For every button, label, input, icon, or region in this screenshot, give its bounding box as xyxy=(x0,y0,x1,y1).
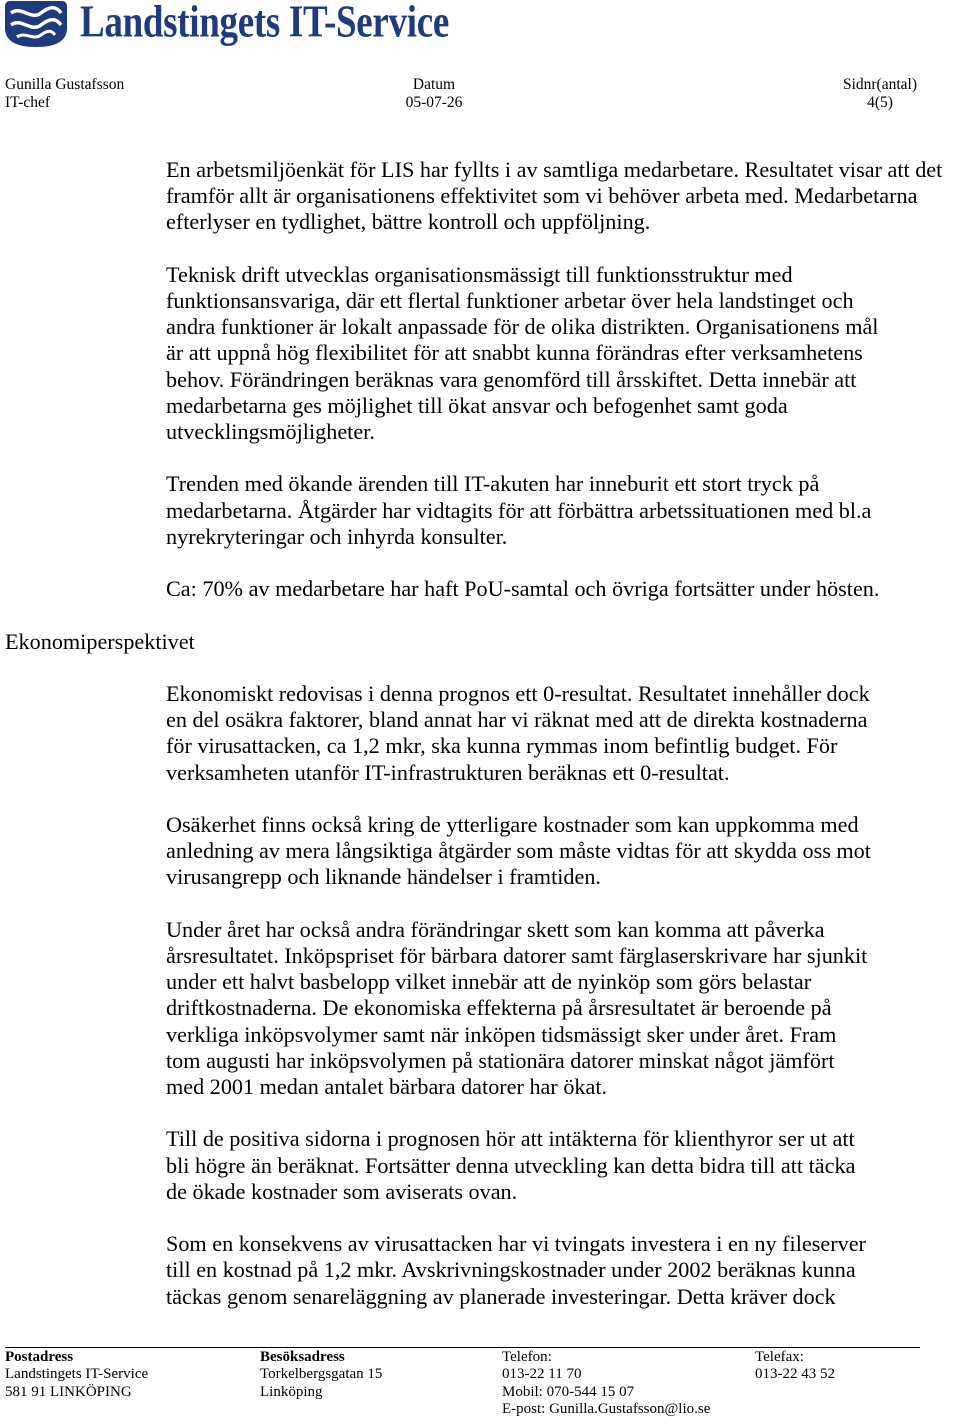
paragraph-line: En arbetsmiljöenkät för LIS har fyllts i av samtliga medarbetare. Resultatet visar att det xyxy=(166,157,943,182)
paragraph-line: under ett halvt basbelopp vilket innebär att de nyinköp som görs belastar xyxy=(166,969,812,995)
paragraph-line: verkliga inköpsvolymer samt när inköpen tidsmässigt sker under året. Fram xyxy=(166,1021,837,1047)
paragraph-line: utvecklingsmöjligheter. xyxy=(166,419,375,445)
paragraph-line: medarbetarna ges möjlighet till ökat ansvar och befogenhet samt goda xyxy=(166,392,788,418)
paragraph-line: Som en konsekvens av virusattacken har vi tvingats investera i en ny fileserver xyxy=(166,1231,866,1257)
paragraph-line: bli högre än beräknat. Fortsätter denna utveckling kan detta bidra till att täcka xyxy=(166,1152,856,1178)
fax-number: 013-22 43 52 xyxy=(755,1366,835,1383)
paragraph-line: anledning av mera långsiktiga åtgärder som måste vidtas för att skydda oss mot xyxy=(166,838,871,864)
paragraph-line: Ca: 70% av medarbetare har haft PoU-samtal och övriga fortsätter under hösten. xyxy=(166,576,880,602)
section-paragraphs xyxy=(166,681,942,1310)
logo-wordmark: Landstingets IT-Service xyxy=(80,0,449,48)
date-value: 05-07-26 xyxy=(405,94,463,111)
paragraph-line: en del osäkra faktorer, bland annat har vi räknat med att de direkta kostnaderna xyxy=(166,707,868,733)
paragraph-line: efterlyser en tydlighet, bättre kontroll och uppföljning. xyxy=(166,209,651,235)
paragraph xyxy=(166,471,942,550)
paragraph xyxy=(166,1231,942,1310)
paragraph-line: behov. Förändringen beräknas vara genomförd till årsskiftet. Detta innebär att xyxy=(166,366,857,392)
footer-phone xyxy=(502,1349,710,1418)
paragraph-line: med 2001 medan antalet bärbara datorer har ökat. xyxy=(166,1074,608,1099)
author-title: IT-chef xyxy=(5,94,51,111)
paragraph-line: för virusattacken, ca 1,2 mkr, ska kunna rymmas inom befintlig budget. För xyxy=(166,733,838,759)
paragraph-line: Under året har också andra förändringar skett som kan komma att påverka xyxy=(166,916,825,942)
header-author xyxy=(5,76,124,112)
phone-number: 013-22 11 70 xyxy=(502,1366,582,1383)
page-number-label: Sidnr(antal) xyxy=(842,76,918,93)
postal-organization: Landstingets IT-Service xyxy=(5,1366,149,1383)
visiting-city: Linköping xyxy=(260,1383,323,1400)
paragraph-line: de ökade kostnader som aviserats ovan. xyxy=(166,1178,518,1204)
paragraph-line: Teknisk drift utvecklas organisationsmässigt till funktionsstruktur med xyxy=(166,261,793,287)
paragraph xyxy=(166,157,942,236)
paragraph-line: täckas genom senareläggning av planerade investeringar. Detta kräver dock xyxy=(166,1283,836,1309)
paragraph xyxy=(166,576,942,602)
section-heading: Ekonomiperspektivet xyxy=(5,628,195,654)
paragraph-line: tom augusti har inköpsvolymen på stationära datorer minskat något jämfört xyxy=(166,1047,835,1073)
paragraph-line: Ekonomiskt redovisas i denna prognos ett 0-resultat. Resultatet innehåller dock xyxy=(166,680,870,706)
date-label: Datum xyxy=(412,76,456,93)
paragraph-line: andra funktioner är lokalt anpassade för de olika distrikten. Organisationens mål xyxy=(166,314,879,340)
paragraph xyxy=(166,812,942,891)
paragraph-line: årsresultatet. Inköpspriset för bärbara datorer samt färglaserskrivare har sjunkit xyxy=(166,942,868,968)
footer-fax xyxy=(755,1349,835,1384)
paragraph-line: Till de positiva sidorna i prognosen hör att intäkterna för klienthyror ser ut att xyxy=(166,1126,855,1152)
paragraph xyxy=(166,681,942,786)
paragraph-line: medarbetarna. Åtgärder har vidtagits för att förbättra arbetssituationen med bl.a xyxy=(166,497,872,523)
paragraph-line: nyrekryteringar och inhyrda konsulter. xyxy=(166,523,508,549)
footer-visiting-address xyxy=(260,1349,382,1401)
author-name: Gunilla Gustafsson xyxy=(5,76,125,93)
paragraph-line: driftkostnaderna. De ekonomiska effekterna på årsresultatet är beroende på xyxy=(166,995,832,1021)
page-number-value: 4(5) xyxy=(867,94,893,111)
paragraph-line: framför allt är organisationens effektivitet som vi behöver arbeta med. Medarbetarna xyxy=(166,183,918,209)
paragraph-line: verksamheten utanför IT-infrastrukturen beräknas ett 0-resultat. xyxy=(166,759,730,785)
document-body xyxy=(5,157,943,1336)
paragraph-line: Trenden med ökande ärenden till IT-akuten har inneburit ett stort tryck på xyxy=(166,471,820,497)
paragraph-line: Osäkerhet finns också kring de ytterligare kostnader som kan uppkomma med xyxy=(166,811,859,837)
paragraph xyxy=(166,262,942,445)
mobile-number: Mobil: 070-544 15 07 xyxy=(502,1383,635,1400)
paragraph-line: virusangrepp och liknande händelser i framtiden. xyxy=(166,864,601,890)
phone-label: Telefon: xyxy=(502,1349,552,1365)
visiting-address-label: Besöksadress xyxy=(260,1349,345,1365)
intro-paragraphs xyxy=(166,157,942,602)
paragraph-line: funktionsansvariga, där ett flertal funktioner arbetar över hela landstinget och xyxy=(166,288,854,313)
header-page-number xyxy=(830,76,930,112)
logo-emblem-icon xyxy=(5,1,67,47)
email-address: E-post: Gunilla.Gustafsson@lio.se xyxy=(502,1400,711,1417)
fax-label: Telefax: xyxy=(755,1349,804,1365)
postal-address-label: Postadress xyxy=(5,1349,74,1365)
paragraph-line: är att uppnå hög flexibilitet för att snabbt kunna förändras efter verksamhetens xyxy=(166,340,863,366)
visiting-street: Torkelbergsgatan 15 xyxy=(260,1366,383,1383)
paragraph xyxy=(166,1126,942,1205)
footer-postal-address xyxy=(5,1349,148,1401)
paragraph xyxy=(166,917,942,1100)
header-date xyxy=(384,76,484,112)
postal-city: 581 91 LINKÖPING xyxy=(5,1383,132,1400)
paragraph-line: till en kostnad på 1,2 mkr. Avskrivningskostnader under 2002 beräknas kunna xyxy=(166,1257,856,1283)
footer-divider xyxy=(5,1347,920,1348)
